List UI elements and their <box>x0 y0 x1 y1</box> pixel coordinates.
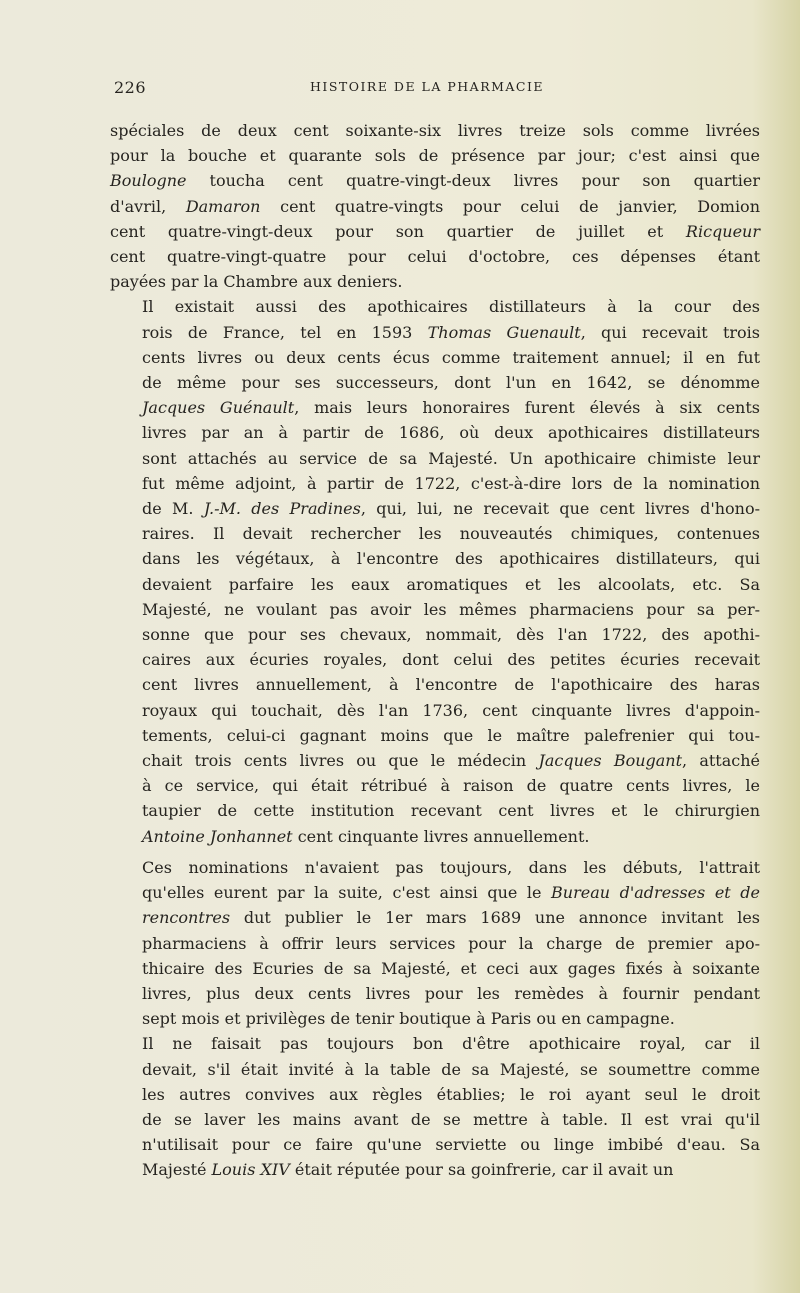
body-text <box>110 118 760 1183</box>
text-line: royaux qui touchait, dès l'an 1736, cent cinquante livres d'appoin- <box>142 700 760 720</box>
text-line: cent quatre-vingt-quatre pour celui d'octobre, ces dépenses étant <box>110 247 760 267</box>
text-line: d'avril, Damaron cent quatre-vingts pour celui de janvier, Domion <box>110 196 760 216</box>
text-line: pharmaciens à offrir leurs services pour la charge de premier apo- <box>142 933 760 953</box>
text-line: spéciales de deux cent soixante-six livres treize sols comme livrées <box>110 121 760 140</box>
text-line: les autres convives aux règles établies; le roi ayant seul le droit <box>142 1084 760 1104</box>
text-line: tements, celui-ci gagnant moins que le maître palefrenier qui tou- <box>142 725 760 745</box>
text-line: devaient parfaire les eaux aromatiques et les alcoolats, etc. Sa <box>142 574 760 594</box>
text-line: livres par an à partir de 1686, où deux apothicaires distillateurs <box>142 423 760 443</box>
text-line: Majesté, ne voulant pas avoir les mêmes pharmaciens pour sa per- <box>142 599 760 619</box>
paragraph-1 <box>110 118 760 294</box>
text-line: livres, plus deux cents livres pour les remèdes à fournir pendant <box>142 983 760 1003</box>
text-line: thicaire des Ecuries de sa Majesté, et ceci aux gages fixés à soixante <box>142 958 760 978</box>
text-line: sonne que pour ses chevaux, nommait, dès l'an 1722, des apothi- <box>142 625 760 645</box>
text-line: pour la bouche et quarante sols de présence par jour; c'est ainsi que <box>110 146 760 166</box>
text-line: chait trois cents livres ou que le médecin Jacques Bougant, attaché <box>142 751 761 771</box>
text-line: rois de France, tel en 1593 Thomas Guenault, qui recevait trois <box>142 322 760 342</box>
text-line: rencontres dut publier le 1er mars 1689 une annonce invitant les <box>142 908 760 928</box>
paragraph-3 <box>110 855 760 1031</box>
text-line: Ces nominations n'avaient pas toujours, dans les débuts, l'attrait <box>142 857 760 877</box>
text-line: caires aux écuries royales, dont celui des petites écuries recevait <box>142 650 760 670</box>
text-line: Jacques Guénault, mais leurs honoraires furent élevés à six cents <box>142 398 760 418</box>
text-line: de se laver les mains avant de se mettre à table. Il est vrai qu'il <box>142 1109 760 1129</box>
text-line: sont attachés au service de sa Majesté. Un apothicaire chimiste leur <box>142 448 760 468</box>
text-line: de M. J.-M. des Pradines, qui, lui, ne recevait que cent livres d'hono- <box>142 499 760 519</box>
text-line: dans les végétaux, à l'encontre des apothicaires distillateurs, qui <box>142 549 760 569</box>
text-line: cent quatre-vingt-deux pour son quartier de juillet et Ricqueur <box>110 221 760 241</box>
text-line: Majesté Louis XIV était réputée pour sa goinfrerie, car il avait un <box>142 1160 674 1180</box>
paragraph-4 <box>110 1031 760 1182</box>
text-line: raires. Il devait rechercher les nouveautés chimiques, contenues <box>142 524 760 544</box>
text-line: de même pour ses successeurs, dont l'un en 1642, se dénomme <box>142 373 760 393</box>
text-line: Il ne faisait pas toujours bon d'être apothicaire royal, car il <box>142 1034 760 1054</box>
text-line: Boulogne toucha cent quatre-vingt-deux livres pour son quartier <box>110 171 760 191</box>
paragraph-2 <box>110 294 760 848</box>
text-line: taupier de cette institution recevant cent livres et le chirurgien <box>142 801 760 821</box>
text-line: n'utilisait pour ce faire qu'une serviette ou linge imbibé d'eau. Sa <box>142 1135 760 1155</box>
text-line: payées par la Chambre aux deniers. <box>110 272 403 292</box>
text-line: fut même adjoint, à partir de 1722, c'est-à-dire lors de la nomination <box>142 473 760 493</box>
text-line: Antoine Jonhannet cent cinquante livres annuellement. <box>142 826 590 846</box>
text-line: cent livres annuellement, à l'encontre de l'apothicaire des haras <box>142 675 760 695</box>
page-header <box>114 78 750 102</box>
text-line: devait, s'il était invité à la table de sa Majesté, se soumettre comme <box>142 1059 760 1079</box>
text-line: sept mois et privilèges de tenir boutique à Paris ou en campagne. <box>142 1009 675 1029</box>
text-line: qu'elles eurent par la suite, c'est ainsi que le Bureau d'adresses et de <box>142 883 760 903</box>
text-line: cents livres ou deux cents écus comme traitement annuel; il en fut <box>142 347 760 367</box>
running-title: HISTOIRE DE LA PHARMACIE <box>310 79 545 94</box>
text-line: Il existait aussi des apothicaires distillateurs à la cour des <box>142 297 760 317</box>
text-line: à ce service, qui était rétribué à raison de quatre cents livres, le <box>142 776 760 796</box>
page-number: 226 <box>114 78 147 97</box>
